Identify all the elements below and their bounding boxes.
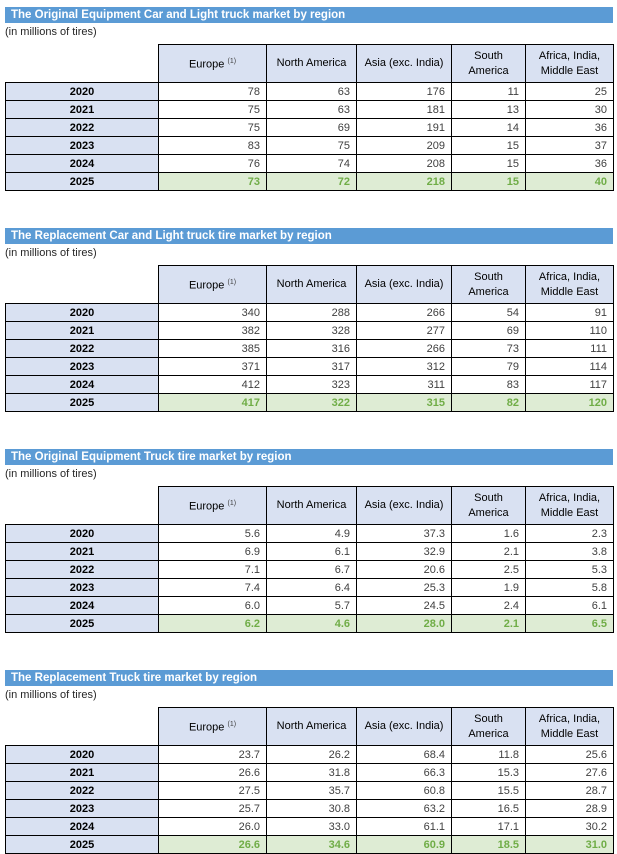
value-cell: 18.5 bbox=[452, 836, 526, 854]
data-table bbox=[5, 44, 614, 191]
column-header-label: South America bbox=[468, 712, 509, 740]
table-row-forecast bbox=[6, 615, 614, 633]
value-cell: 31.0 bbox=[526, 836, 614, 854]
value-cell: 5.3 bbox=[526, 561, 614, 579]
table-row bbox=[6, 83, 614, 101]
year-label: 2022 bbox=[6, 782, 159, 800]
value-cell: 33.0 bbox=[267, 818, 357, 836]
value-cell: 2.1 bbox=[452, 615, 526, 633]
table-row bbox=[6, 101, 614, 119]
value-cell: 83 bbox=[159, 137, 267, 155]
table-row bbox=[6, 579, 614, 597]
value-cell: 40 bbox=[526, 173, 614, 191]
value-cell: 26.0 bbox=[159, 818, 267, 836]
value-cell: 27.6 bbox=[526, 764, 614, 782]
year-label: 2025 bbox=[6, 836, 159, 854]
value-cell: 3.8 bbox=[526, 543, 614, 561]
year-label: 2024 bbox=[6, 155, 159, 173]
table-subtitle: (in millions of tires) bbox=[5, 247, 97, 259]
value-cell: 2.1 bbox=[452, 543, 526, 561]
column-header-north-america bbox=[267, 708, 357, 746]
year-label: 2020 bbox=[6, 746, 159, 764]
column-header-south-america bbox=[452, 266, 526, 304]
column-header-label: Africa, India, Middle East bbox=[538, 49, 601, 77]
table-row bbox=[6, 561, 614, 579]
column-header-south-america bbox=[452, 708, 526, 746]
column-header-label: South America bbox=[468, 491, 509, 519]
year-label: 2022 bbox=[6, 340, 159, 358]
value-cell: 69 bbox=[452, 322, 526, 340]
value-cell: 36 bbox=[526, 119, 614, 137]
value-cell: 417 bbox=[159, 394, 267, 412]
value-cell: 317 bbox=[267, 358, 357, 376]
value-cell: 63 bbox=[267, 83, 357, 101]
value-cell: 28.9 bbox=[526, 800, 614, 818]
header-row bbox=[6, 708, 614, 746]
value-cell: 176 bbox=[357, 83, 452, 101]
value-cell: 6.5 bbox=[526, 615, 614, 633]
table-row bbox=[6, 322, 614, 340]
column-header-label: South America bbox=[468, 49, 509, 77]
table-row bbox=[6, 525, 614, 543]
table-row bbox=[6, 818, 614, 836]
year-label: 2024 bbox=[6, 818, 159, 836]
value-cell: 72 bbox=[267, 173, 357, 191]
value-cell: 5.8 bbox=[526, 579, 614, 597]
column-header-north-america bbox=[267, 487, 357, 525]
column-header-label: North America bbox=[276, 278, 347, 290]
value-cell: 110 bbox=[526, 322, 614, 340]
value-cell: 15.5 bbox=[452, 782, 526, 800]
column-header-label: South America bbox=[468, 270, 509, 298]
table-row bbox=[6, 358, 614, 376]
year-label: 2023 bbox=[6, 579, 159, 597]
year-label: 2020 bbox=[6, 304, 159, 322]
table-subtitle: (in millions of tires) bbox=[5, 26, 97, 38]
table-title: The Replacement Truck tire market by region bbox=[5, 670, 613, 686]
column-header-label: Europe bbox=[188, 721, 225, 734]
column-header-label: Asia (exc. India) bbox=[364, 57, 444, 69]
corner-cell bbox=[6, 708, 159, 746]
year-label: 2021 bbox=[6, 543, 159, 561]
table-row-forecast bbox=[6, 394, 614, 412]
value-cell: 191 bbox=[357, 119, 452, 137]
value-cell: 25 bbox=[526, 83, 614, 101]
year-label: 2025 bbox=[6, 173, 159, 191]
table-title: The Original Equipment Car and Light truck market by region bbox=[5, 7, 613, 23]
table-row bbox=[6, 340, 614, 358]
column-header-asia bbox=[357, 45, 452, 83]
footnote-marker: (1) bbox=[227, 721, 237, 729]
value-cell: 32.9 bbox=[357, 543, 452, 561]
table-title: The Original Equipment Truck tire market by region bbox=[5, 449, 613, 465]
value-cell: 6.1 bbox=[526, 597, 614, 615]
value-cell: 20.6 bbox=[357, 561, 452, 579]
header-row bbox=[6, 266, 614, 304]
data-table bbox=[5, 707, 614, 854]
value-cell: 266 bbox=[357, 304, 452, 322]
value-cell: 14 bbox=[452, 119, 526, 137]
column-header-label: Europe bbox=[188, 279, 225, 292]
value-cell: 16.5 bbox=[452, 800, 526, 818]
value-cell: 371 bbox=[159, 358, 267, 376]
year-label: 2024 bbox=[6, 376, 159, 394]
value-cell: 13 bbox=[452, 101, 526, 119]
value-cell: 54 bbox=[452, 304, 526, 322]
value-cell: 11.8 bbox=[452, 746, 526, 764]
value-cell: 26.6 bbox=[159, 764, 267, 782]
value-cell: 4.6 bbox=[267, 615, 357, 633]
value-cell: 6.7 bbox=[267, 561, 357, 579]
column-header-africa-india-middle-east bbox=[526, 708, 614, 746]
table-row bbox=[6, 155, 614, 173]
table-row bbox=[6, 764, 614, 782]
value-cell: 277 bbox=[357, 322, 452, 340]
column-header-label: North America bbox=[276, 720, 347, 732]
column-header-africa-india-middle-east bbox=[526, 487, 614, 525]
value-cell: 91 bbox=[526, 304, 614, 322]
table-row-forecast bbox=[6, 173, 614, 191]
column-header-north-america bbox=[267, 45, 357, 83]
year-label: 2025 bbox=[6, 615, 159, 633]
table-row bbox=[6, 597, 614, 615]
column-header-label: Europe bbox=[188, 58, 225, 71]
value-cell: 36 bbox=[526, 155, 614, 173]
value-cell: 31.8 bbox=[267, 764, 357, 782]
value-cell: 30.8 bbox=[267, 800, 357, 818]
value-cell: 323 bbox=[267, 376, 357, 394]
value-cell: 312 bbox=[357, 358, 452, 376]
column-header-label: Africa, India, Middle East bbox=[538, 712, 601, 740]
column-header-south-america bbox=[452, 45, 526, 83]
value-cell: 2.4 bbox=[452, 597, 526, 615]
market-table-section-replacement-truck bbox=[5, 670, 613, 854]
year-label: 2020 bbox=[6, 525, 159, 543]
data-table bbox=[5, 486, 614, 633]
table-row bbox=[6, 119, 614, 137]
value-cell: 117 bbox=[526, 376, 614, 394]
value-cell: 340 bbox=[159, 304, 267, 322]
year-label: 2023 bbox=[6, 137, 159, 155]
year-label: 2020 bbox=[6, 83, 159, 101]
column-header-asia bbox=[357, 487, 452, 525]
value-cell: 73 bbox=[452, 340, 526, 358]
value-cell: 2.5 bbox=[452, 561, 526, 579]
value-cell: 76 bbox=[159, 155, 267, 173]
column-header-africa-india-middle-east bbox=[526, 266, 614, 304]
column-header-label: Asia (exc. India) bbox=[364, 278, 444, 290]
value-cell: 328 bbox=[267, 322, 357, 340]
corner-cell bbox=[6, 266, 159, 304]
footnote-marker: (1) bbox=[227, 500, 237, 508]
value-cell: 6.2 bbox=[159, 615, 267, 633]
column-header-europe bbox=[159, 487, 267, 525]
value-cell: 6.4 bbox=[267, 579, 357, 597]
value-cell: 120 bbox=[526, 394, 614, 412]
year-label: 2022 bbox=[6, 119, 159, 137]
footnote-marker: (1) bbox=[227, 279, 237, 287]
value-cell: 60.9 bbox=[357, 836, 452, 854]
value-cell: 6.0 bbox=[159, 597, 267, 615]
value-cell: 63.2 bbox=[357, 800, 452, 818]
value-cell: 1.9 bbox=[452, 579, 526, 597]
table-row bbox=[6, 782, 614, 800]
value-cell: 26.6 bbox=[159, 836, 267, 854]
value-cell: 111 bbox=[526, 340, 614, 358]
data-table bbox=[5, 265, 614, 412]
column-header-label: Africa, India, Middle East bbox=[538, 491, 601, 519]
value-cell: 385 bbox=[159, 340, 267, 358]
column-header-label: Asia (exc. India) bbox=[364, 499, 444, 511]
year-label: 2022 bbox=[6, 561, 159, 579]
value-cell: 83 bbox=[452, 376, 526, 394]
value-cell: 315 bbox=[357, 394, 452, 412]
value-cell: 1.6 bbox=[452, 525, 526, 543]
header-row bbox=[6, 487, 614, 525]
column-header-north-america bbox=[267, 266, 357, 304]
column-header-africa-india-middle-east bbox=[526, 45, 614, 83]
year-label: 2023 bbox=[6, 800, 159, 818]
column-header-label: North America bbox=[276, 57, 347, 69]
value-cell: 181 bbox=[357, 101, 452, 119]
value-cell: 69 bbox=[267, 119, 357, 137]
value-cell: 23.7 bbox=[159, 746, 267, 764]
value-cell: 75 bbox=[159, 101, 267, 119]
table-row-forecast bbox=[6, 836, 614, 854]
value-cell: 25.7 bbox=[159, 800, 267, 818]
value-cell: 6.9 bbox=[159, 543, 267, 561]
column-header-label: Africa, India, Middle East bbox=[538, 270, 601, 298]
value-cell: 15 bbox=[452, 155, 526, 173]
value-cell: 82 bbox=[452, 394, 526, 412]
value-cell: 79 bbox=[452, 358, 526, 376]
value-cell: 78 bbox=[159, 83, 267, 101]
value-cell: 7.4 bbox=[159, 579, 267, 597]
column-header-asia bbox=[357, 708, 452, 746]
value-cell: 26.2 bbox=[267, 746, 357, 764]
column-header-label: North America bbox=[276, 499, 347, 511]
column-header-south-america bbox=[452, 487, 526, 525]
year-label: 2021 bbox=[6, 764, 159, 782]
table-row bbox=[6, 800, 614, 818]
value-cell: 218 bbox=[357, 173, 452, 191]
value-cell: 37.3 bbox=[357, 525, 452, 543]
value-cell: 288 bbox=[267, 304, 357, 322]
table-row bbox=[6, 304, 614, 322]
value-cell: 34.6 bbox=[267, 836, 357, 854]
year-label: 2025 bbox=[6, 394, 159, 412]
value-cell: 73 bbox=[159, 173, 267, 191]
value-cell: 28.7 bbox=[526, 782, 614, 800]
value-cell: 35.7 bbox=[267, 782, 357, 800]
value-cell: 209 bbox=[357, 137, 452, 155]
value-cell: 17.1 bbox=[452, 818, 526, 836]
value-cell: 30 bbox=[526, 101, 614, 119]
value-cell: 30.2 bbox=[526, 818, 614, 836]
year-label: 2021 bbox=[6, 101, 159, 119]
footnote-marker: (1) bbox=[227, 58, 237, 66]
value-cell: 63 bbox=[267, 101, 357, 119]
table-row bbox=[6, 746, 614, 764]
value-cell: 311 bbox=[357, 376, 452, 394]
value-cell: 74 bbox=[267, 155, 357, 173]
value-cell: 37 bbox=[526, 137, 614, 155]
value-cell: 5.7 bbox=[267, 597, 357, 615]
value-cell: 27.5 bbox=[159, 782, 267, 800]
value-cell: 316 bbox=[267, 340, 357, 358]
value-cell: 15.3 bbox=[452, 764, 526, 782]
value-cell: 15 bbox=[452, 137, 526, 155]
column-header-europe bbox=[159, 45, 267, 83]
value-cell: 25.6 bbox=[526, 746, 614, 764]
table-title: The Replacement Car and Light truck tire market by region bbox=[5, 228, 613, 244]
value-cell: 60.8 bbox=[357, 782, 452, 800]
value-cell: 75 bbox=[267, 137, 357, 155]
value-cell: 28.0 bbox=[357, 615, 452, 633]
value-cell: 66.3 bbox=[357, 764, 452, 782]
market-table-section-oe-car bbox=[5, 7, 613, 191]
table-row bbox=[6, 137, 614, 155]
value-cell: 266 bbox=[357, 340, 452, 358]
value-cell: 25.3 bbox=[357, 579, 452, 597]
value-cell: 75 bbox=[159, 119, 267, 137]
table-subtitle: (in millions of tires) bbox=[5, 468, 97, 480]
value-cell: 24.5 bbox=[357, 597, 452, 615]
value-cell: 2.3 bbox=[526, 525, 614, 543]
table-row bbox=[6, 543, 614, 561]
table-row bbox=[6, 376, 614, 394]
value-cell: 412 bbox=[159, 376, 267, 394]
value-cell: 382 bbox=[159, 322, 267, 340]
year-label: 2023 bbox=[6, 358, 159, 376]
market-table-section-replacement-car bbox=[5, 228, 613, 412]
column-header-europe bbox=[159, 266, 267, 304]
value-cell: 322 bbox=[267, 394, 357, 412]
value-cell: 11 bbox=[452, 83, 526, 101]
table-subtitle: (in millions of tires) bbox=[5, 689, 97, 701]
year-label: 2024 bbox=[6, 597, 159, 615]
column-header-asia bbox=[357, 266, 452, 304]
year-label: 2021 bbox=[6, 322, 159, 340]
value-cell: 15 bbox=[452, 173, 526, 191]
value-cell: 4.9 bbox=[267, 525, 357, 543]
value-cell: 61.1 bbox=[357, 818, 452, 836]
market-table-section-oe-truck bbox=[5, 449, 613, 633]
value-cell: 68.4 bbox=[357, 746, 452, 764]
value-cell: 7.1 bbox=[159, 561, 267, 579]
value-cell: 208 bbox=[357, 155, 452, 173]
corner-cell bbox=[6, 487, 159, 525]
column-header-label: Europe bbox=[188, 500, 225, 513]
value-cell: 5.6 bbox=[159, 525, 267, 543]
header-row bbox=[6, 45, 614, 83]
column-header-europe bbox=[159, 708, 267, 746]
value-cell: 114 bbox=[526, 358, 614, 376]
value-cell: 6.1 bbox=[267, 543, 357, 561]
corner-cell bbox=[6, 45, 159, 83]
column-header-label: Asia (exc. India) bbox=[364, 720, 444, 732]
